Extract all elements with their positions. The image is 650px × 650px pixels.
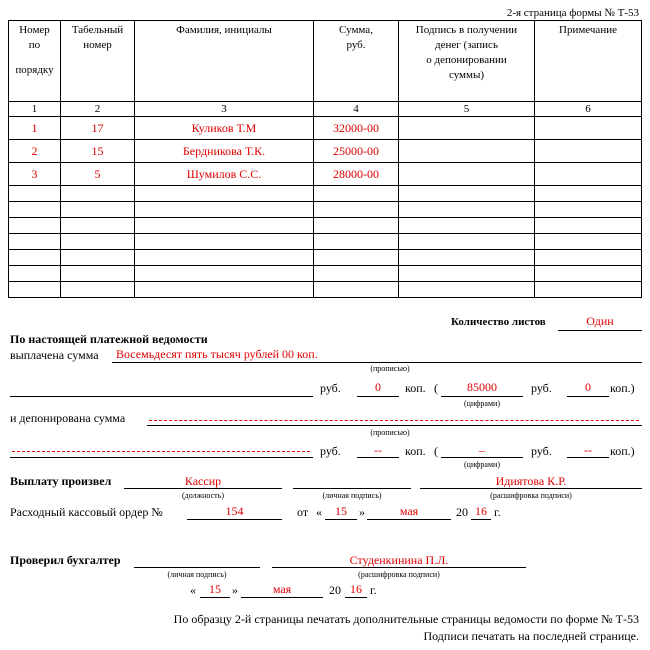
header-text: порядку	[15, 64, 54, 76]
paid-kop: 0	[585, 380, 591, 394]
empty-cell	[535, 234, 642, 250]
empty-cell	[399, 202, 535, 218]
header-text: Табельный	[71, 24, 124, 36]
table-cell: Шумилов С.С.	[135, 163, 314, 186]
empty-row	[9, 234, 642, 250]
check-year: 16	[350, 582, 362, 596]
column-number: 2	[61, 102, 135, 117]
table-cell: 2	[9, 140, 61, 163]
check-day: 15	[209, 582, 221, 596]
payout-name: Идиятова К.Р.	[495, 474, 567, 488]
table-cell: 3	[9, 163, 61, 186]
empty-cell	[399, 234, 535, 250]
empty-cell	[399, 218, 535, 234]
dep-kop: --	[584, 443, 592, 457]
paid-digits: 85000	[467, 380, 497, 394]
from-label: от	[297, 505, 309, 519]
quote-open-1: «	[316, 505, 322, 519]
empty-cell	[535, 282, 642, 298]
empty-cell	[135, 250, 314, 266]
empty-cell	[61, 266, 135, 282]
header-text: суммы)	[448, 69, 485, 81]
sheets-label: Количество листов	[451, 316, 546, 328]
table-cell: 28000-00	[314, 163, 399, 186]
header-text: номер	[83, 39, 112, 51]
empty-row	[9, 186, 642, 202]
empty-cell	[61, 186, 135, 202]
table-cell	[535, 140, 642, 163]
header-text: о депонировании	[426, 54, 507, 66]
empty-row	[9, 250, 642, 266]
header-text: по	[28, 39, 41, 51]
table-cell: 1	[9, 117, 61, 140]
deposited-label: и депонирована сумма	[10, 411, 126, 425]
column-number: 1	[9, 102, 61, 117]
empty-cell	[135, 186, 314, 202]
rub-label-4: руб.	[531, 444, 552, 458]
dep-digits: –	[479, 443, 485, 457]
payroll-table	[8, 20, 642, 298]
empty-row	[9, 282, 642, 298]
table-row	[9, 117, 642, 140]
footer-line-1: По образцу 2-й страницы печатать дополнительные страницы ведомости по форме № Т-53	[173, 612, 639, 626]
payout-position: Кассир	[184, 474, 222, 488]
empty-cell	[9, 266, 61, 282]
empty-cell	[399, 186, 535, 202]
quote-close-1: »	[359, 505, 365, 519]
empty-cell	[399, 266, 535, 282]
empty-cell	[9, 218, 61, 234]
quote-close-2: »	[232, 583, 238, 597]
empty-cell	[314, 250, 399, 266]
header-cell	[61, 21, 135, 102]
empty-row	[9, 218, 642, 234]
empty-cell	[9, 282, 61, 298]
empty-cell	[399, 282, 535, 298]
caption-words-2: (прописью)	[370, 428, 410, 437]
caption-signature-1: (личная подпись)	[322, 491, 382, 500]
empty-cell	[61, 218, 135, 234]
empty-cell	[535, 218, 642, 234]
check-month: мая	[272, 582, 292, 596]
empty-cell	[535, 266, 642, 282]
year-suffix-1: г.	[494, 505, 501, 519]
empty-cell	[9, 250, 61, 266]
empty-cell	[314, 186, 399, 202]
empty-cell	[535, 202, 642, 218]
empty-cell	[61, 202, 135, 218]
table-cell	[399, 140, 535, 163]
empty-cell	[135, 218, 314, 234]
table-cell: 5	[61, 163, 135, 186]
table-cell	[399, 163, 535, 186]
table-cell: 32000-00	[314, 117, 399, 140]
column-number: 4	[314, 102, 399, 117]
empty-cell	[61, 234, 135, 250]
dep-rub: --	[374, 443, 382, 457]
statement-title: По настоящей платежной ведомости	[10, 332, 208, 346]
empty-cell	[535, 186, 642, 202]
header-text: Номер	[19, 24, 50, 36]
year-prefix-2: 20	[329, 583, 341, 597]
paid-label: выплачена сумма	[10, 348, 99, 362]
kop-paren-2: коп.)	[610, 444, 635, 458]
paid-words: Восемьдесят пять тысяч рублей 00 коп.	[116, 347, 318, 361]
year-suffix-2: г.	[370, 583, 377, 597]
empty-cell	[135, 202, 314, 218]
checked-name: Студенкинина П.Л.	[349, 553, 449, 567]
table-cell	[535, 117, 642, 140]
form-reference: 2-я страница формы № Т-53	[506, 7, 639, 19]
paren-open-2: (	[434, 444, 438, 458]
header-text: денег (запись	[435, 39, 498, 51]
header-text: руб.	[346, 39, 366, 51]
column-number: 6	[535, 102, 642, 117]
column-number-row	[9, 102, 642, 117]
header-text: Фамилия, инициалы	[176, 24, 272, 36]
order-day: 15	[335, 504, 347, 518]
kop-paren-1: коп.)	[610, 381, 635, 395]
empty-cell	[314, 202, 399, 218]
year-prefix-1: 20	[456, 505, 468, 519]
empty-cell	[135, 234, 314, 250]
payout-label: Выплату произвел	[10, 474, 112, 488]
header-cell	[314, 21, 399, 102]
footer-line-2: Подписи печатать на последней странице.	[423, 629, 639, 643]
empty-cell	[135, 282, 314, 298]
rub-label-2: руб.	[531, 381, 552, 395]
header-cell	[399, 21, 535, 102]
caption-signature-2: (личная подпись)	[167, 570, 227, 579]
column-number: 3	[135, 102, 314, 117]
empty-cell	[135, 266, 314, 282]
quote-open-2: «	[190, 583, 196, 597]
order-year: 16	[475, 504, 487, 518]
empty-cell	[9, 234, 61, 250]
caption-digits-1: (цифрами)	[464, 399, 500, 408]
header-text: Примечание	[559, 24, 617, 36]
empty-cell	[535, 250, 642, 266]
empty-cell	[61, 250, 135, 266]
sheets-value: Один	[586, 314, 614, 328]
empty-cell	[314, 218, 399, 234]
header-cell	[535, 21, 642, 102]
table-cell: 17	[61, 117, 135, 140]
kop-label-1: коп.	[405, 381, 426, 395]
caption-decoding-1: (расшифровка подписи)	[490, 491, 572, 500]
table-cell: 25000-00	[314, 140, 399, 163]
empty-cell	[314, 282, 399, 298]
table-row	[9, 163, 642, 186]
checked-label: Проверил бухгалтер	[10, 553, 121, 567]
table-header-row	[9, 21, 642, 102]
order-number: 154	[225, 504, 244, 518]
table-cell: Бердникова Т.К.	[135, 140, 314, 163]
table-cell: 15	[61, 140, 135, 163]
empty-cell	[314, 266, 399, 282]
caption-words-1: (прописью)	[370, 364, 410, 373]
empty-cell	[399, 250, 535, 266]
order-label: Расходный кассовый ордер №	[10, 505, 163, 519]
empty-row	[9, 202, 642, 218]
caption-decoding-2: (расшифровка подписи)	[358, 570, 440, 579]
rub-label-3: руб.	[320, 444, 341, 458]
empty-row	[9, 266, 642, 282]
order-month: мая	[399, 504, 419, 518]
empty-cell	[9, 202, 61, 218]
header-text: Подпись в получении	[415, 24, 518, 36]
paren-open-1: (	[434, 381, 438, 395]
kop-label-2: коп.	[405, 444, 426, 458]
rub-label-1: руб.	[320, 381, 341, 395]
caption-position: (должность)	[182, 491, 224, 500]
empty-cell	[314, 234, 399, 250]
table-cell: Куликов Т.М	[135, 117, 314, 140]
table-cell	[535, 163, 642, 186]
empty-cell	[61, 282, 135, 298]
paid-rub: 0	[375, 380, 381, 394]
header-text: Сумма,	[339, 24, 373, 36]
caption-digits-2: (цифрами)	[464, 460, 500, 469]
column-number: 5	[399, 102, 535, 117]
table-row	[9, 140, 642, 163]
empty-cell	[9, 186, 61, 202]
header-cell	[9, 21, 61, 102]
table-cell	[399, 117, 535, 140]
header-cell	[135, 21, 314, 102]
